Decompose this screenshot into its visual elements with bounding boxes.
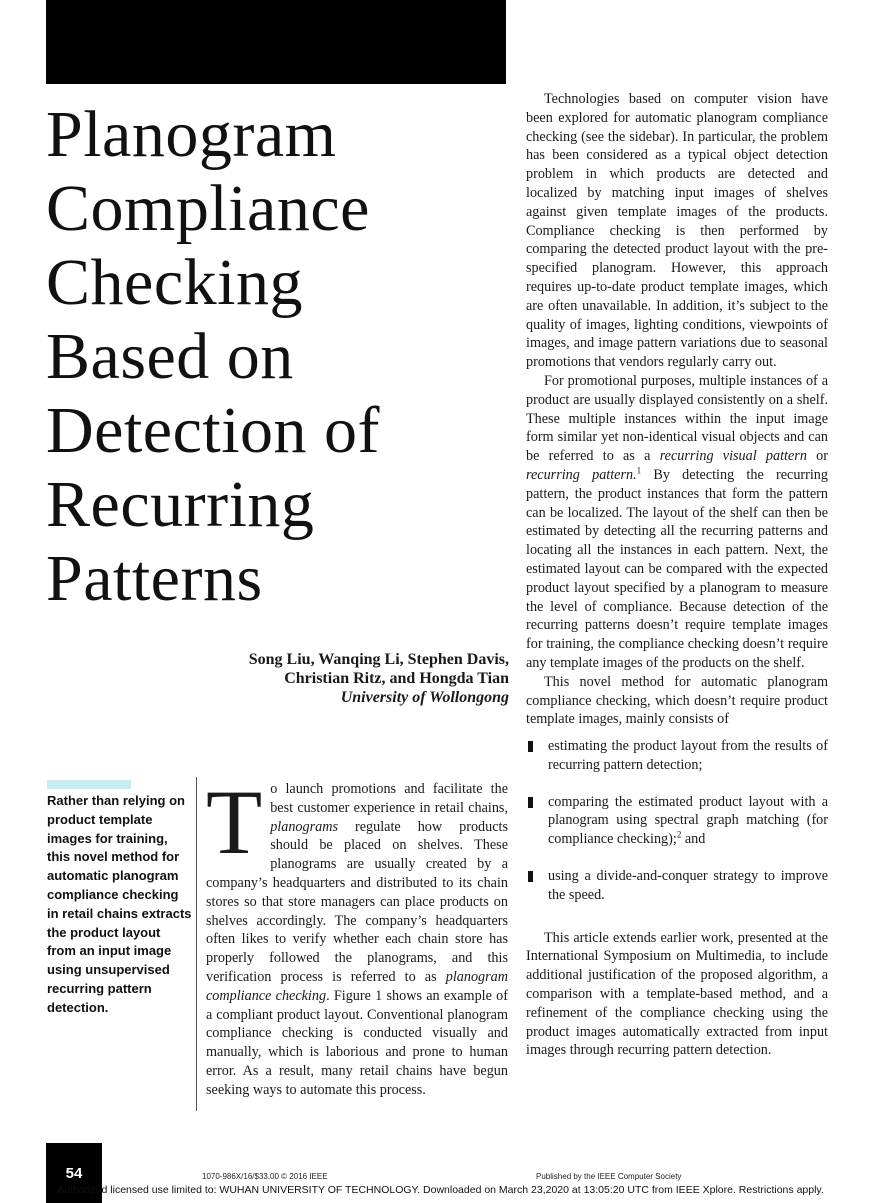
title-line: Planogram — [46, 98, 337, 171]
intro-column — [206, 771, 508, 1100]
list-item: estimating the product layout from the results of recurring pattern detection; — [526, 737, 828, 775]
author-affiliation: University of Wollongong — [340, 689, 509, 706]
article-title — [46, 98, 486, 616]
body-text: By detecting the recurring pattern, the product instances that form the pattern can be localized. The layout of the shelf can then be estimated by detecting all the recurring patterns and locating all the instances in each pattern. Next, the estimated layout can be compared with the expected product layout specified by a planogram to measure the level of compliance. Because detection of the recurring patterns doesn’t require template images for training, the compliance checking doesn’t require any template images of the products on the shelf. — [526, 466, 828, 671]
body-text: For promotional purposes, multiple instances of a product are usually displayed consistently on a shelf. These multiple instances within the input image form similar yet non-identical visual objects and can be referred to as a — [526, 372, 828, 465]
list-item-text: and — [681, 831, 706, 848]
issn-line: 1070-986X/16/$33.00 © 2016 IEEE — [202, 1172, 328, 1181]
title-line: Based on — [46, 320, 294, 393]
body-emphasis: recurring pattern. — [526, 466, 637, 483]
intro-emphasis: planogram compliance checking — [206, 968, 508, 1004]
drop-cap: T — [206, 771, 263, 873]
citation-ref: 1 — [636, 465, 642, 476]
body-paragraph — [526, 372, 828, 673]
title-line: Recurring — [46, 468, 315, 541]
list-item — [526, 793, 828, 849]
intro-text: regulate how products should be placed on shelves. These planograms are usually created by a company’s headquarters and distributed to its chain stores so that store managers can place products on shelves accordingly. The company’s headquarters often likes to verify whether each chain store has properly followed the planograms, and this verification process is referred to as — [206, 818, 508, 985]
abstract-accent-bar — [47, 780, 131, 789]
body-paragraph: This novel method for automatic planogram compliance checking, which doesn’t require product template images, mainly consists of — [526, 673, 828, 728]
title-line: Checking — [46, 246, 303, 319]
intro-text: . Figure 1 shows an example of a compliant product layout. Conventional planogram compliance checking is conducted visually and manually, which is laborious and prone to human error. As a result, many retail chains have begun seeking ways to automate this process. — [206, 987, 508, 1098]
column-divider — [196, 777, 197, 1111]
citation-ref: 2 — [676, 829, 682, 840]
abstract-text: Rather than relying on product template images for training, this novel method for automatic planogram compliance checking in retail chains extracts the product layout from an input image using unsupervised recurring pattern detection. — [47, 793, 192, 1015]
body-paragraph: This article extends earlier work, presented at the International Symposium on Multimedia, to include additional justification of the proposed algorithm, a comparison with a template-based method, and a refinement of the compliance checking using the product images automatically extracted from input images through recurring pattern detection. — [526, 929, 828, 1059]
list-item: using a divide-and-conquer strategy to improve the speed. — [526, 867, 828, 905]
body-paragraph: Technologies based on computer vision have been explored for automatic planogram compliance checking (see the sidebar). In particular, the problem has been considered as a typical object detection problem in which products are detected and localized by matching input images of shelves against given template images of the products. Compliance checking is then performed by comparing the detected product layout with the pre-specified planogram. However, this approach requires up-to-date product template images, which are often unavailable. In addition, it’s subject to the quality of images, lighting conditions, viewpoints of images, and image pattern variations due to seasonal promotions that vendors regularly carry out. — [526, 91, 828, 371]
title-line: Detection of — [46, 394, 381, 467]
page-number: 54 — [65, 1165, 83, 1182]
publisher-line: Published by the IEEE Computer Society — [536, 1172, 682, 1181]
author-names-line2: Christian Ritz, and Hongda Tian — [284, 670, 509, 687]
title-line: Patterns — [46, 542, 263, 615]
list-item-text: comparing the estimated product layout with a planogram using spectral graph matching (for compliance checking); — [548, 793, 828, 848]
body-column-right — [526, 90, 828, 1060]
method-list — [526, 737, 828, 905]
license-notice: Authorized licensed use limited to: WUHAN UNIVERSITY OF TECHNOLOGY. Downloaded on March 23,2020 at 13:05:20 UTC from IEEE Xplore. Restrictions apply. — [57, 1184, 824, 1196]
title-line: Compliance — [46, 172, 370, 245]
intro-paragraph — [206, 771, 508, 1100]
body-text: or — [806, 448, 828, 465]
author-block — [200, 650, 509, 707]
author-names-line1: Song Liu, Wanqing Li, Stephen Davis, — [248, 651, 509, 668]
intro-text: o launch promotions and facilitate the best customer experience in retail chains, — [270, 781, 508, 816]
intro-emphasis: planograms — [270, 818, 338, 835]
body-emphasis: recurring visual pattern — [659, 448, 807, 465]
header-banner — [46, 0, 506, 84]
